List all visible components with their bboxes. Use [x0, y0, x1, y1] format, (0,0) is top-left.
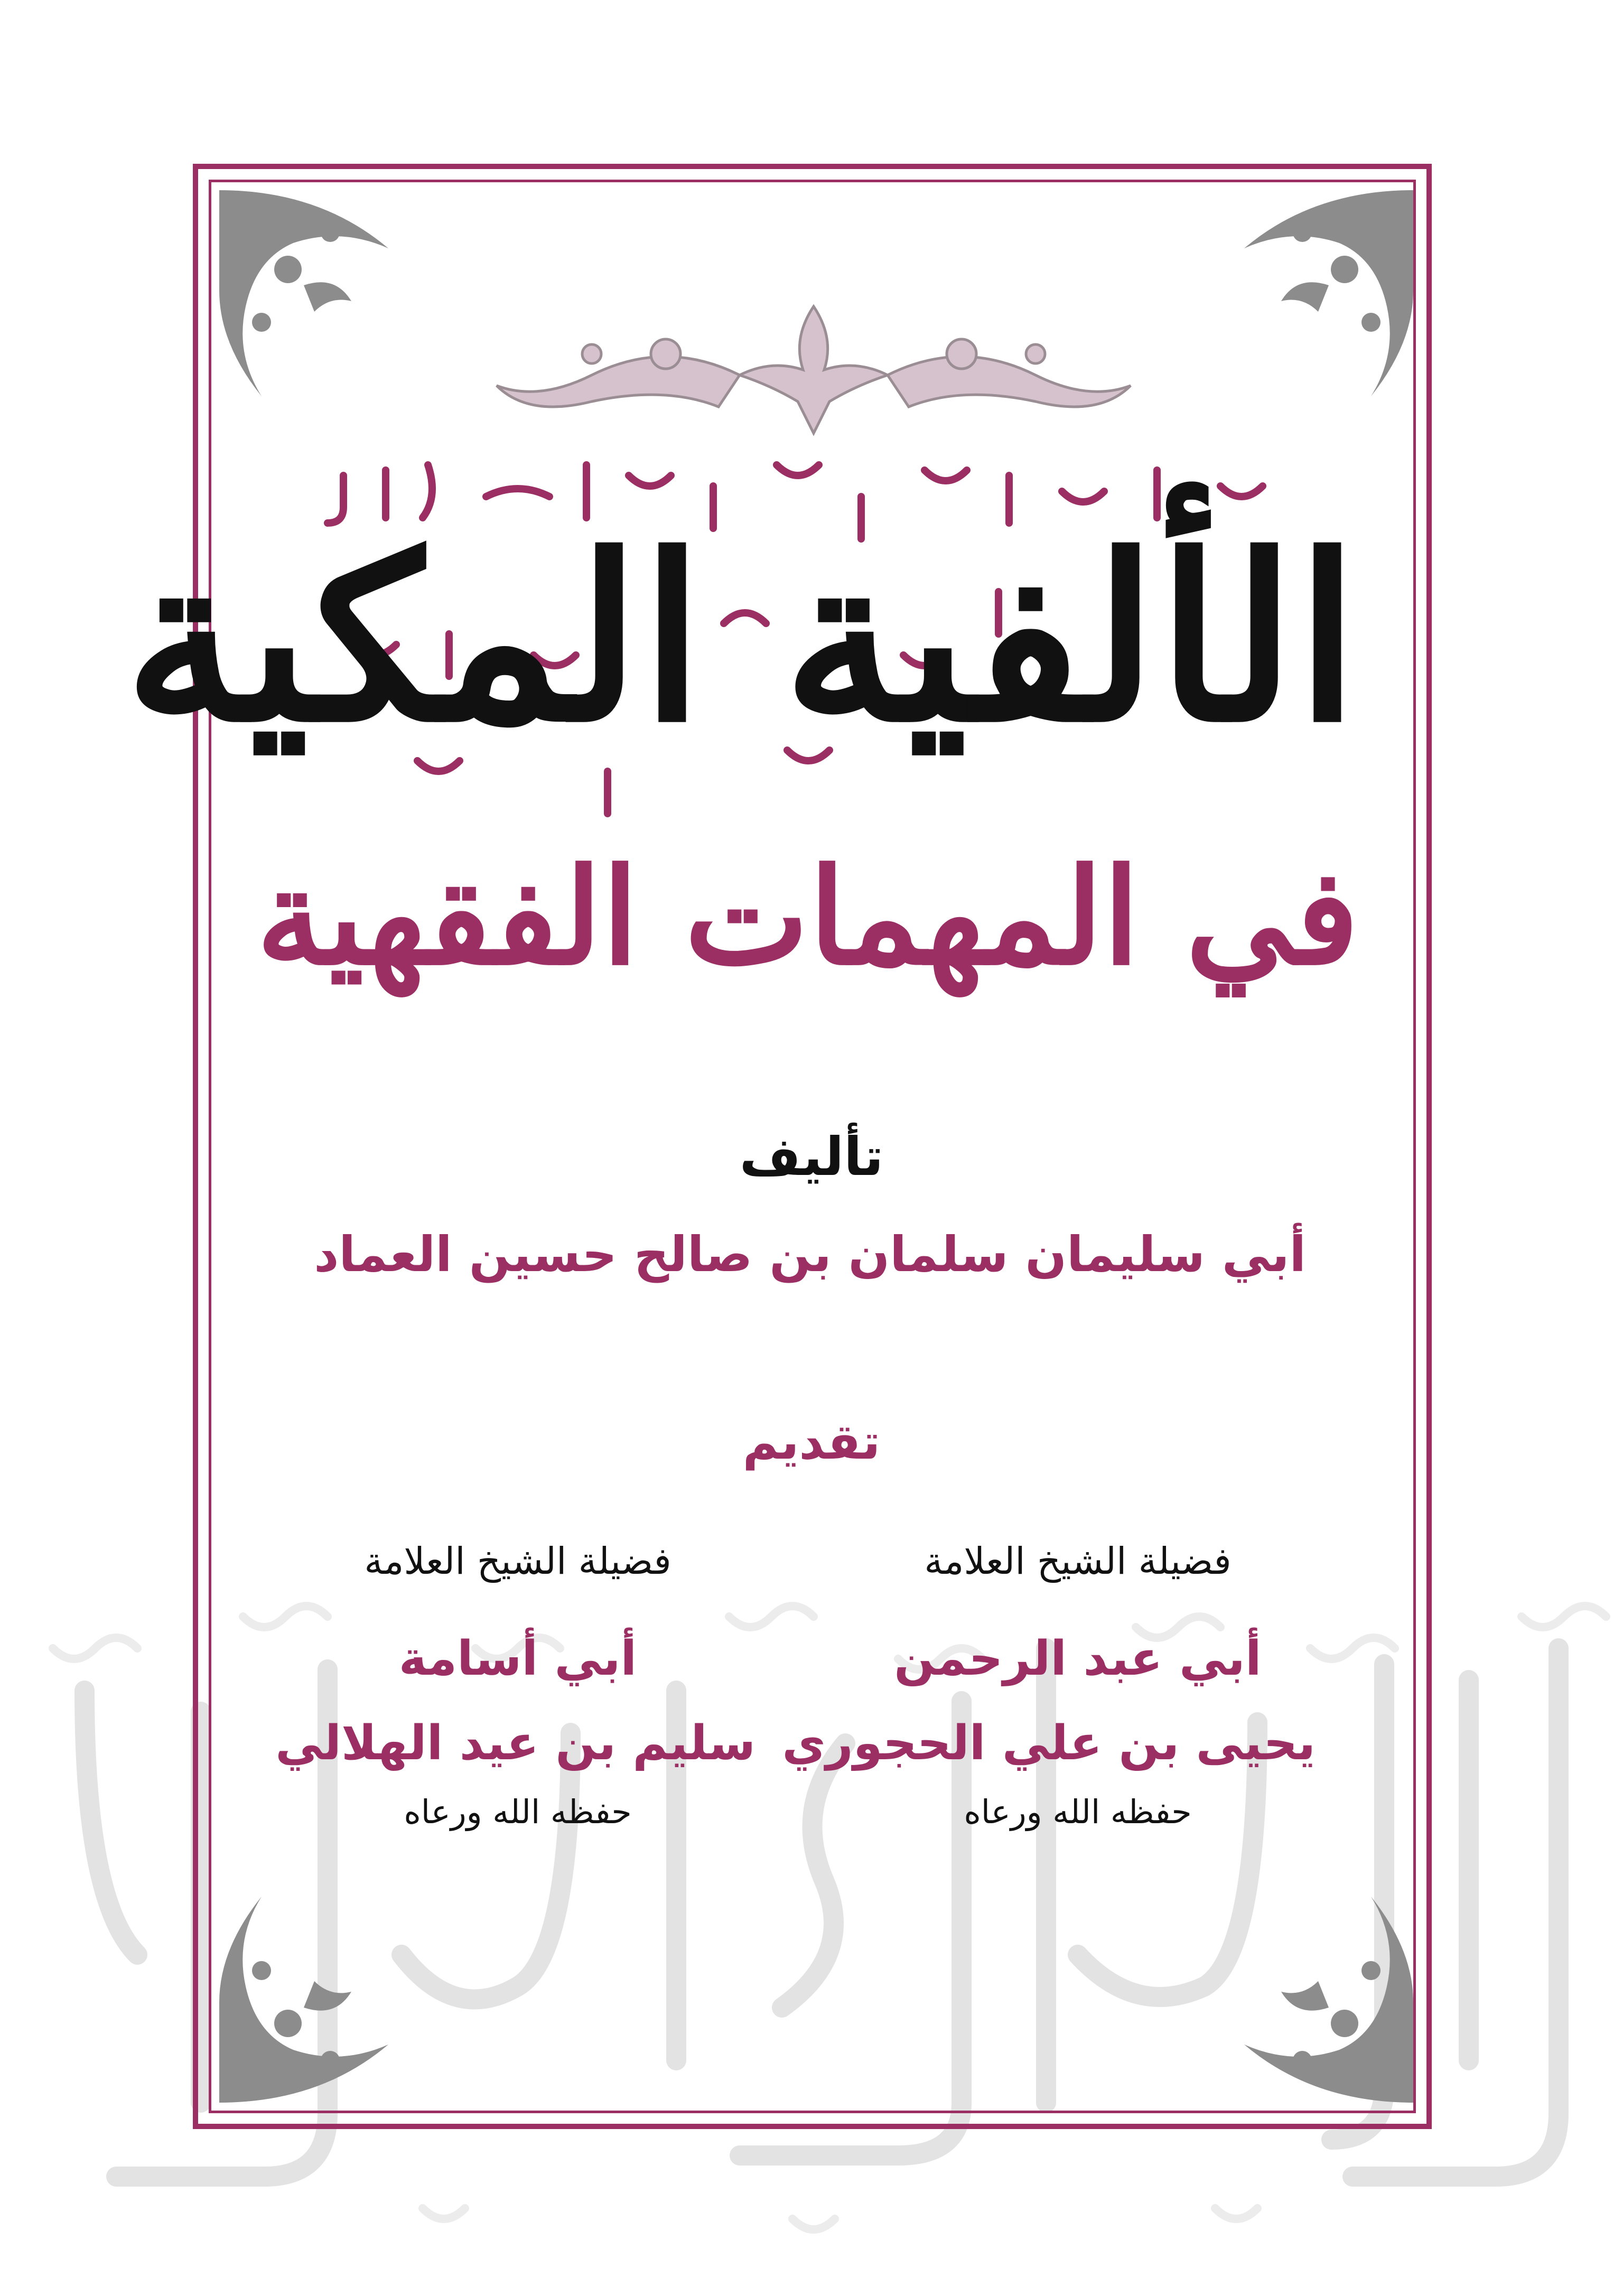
introduction-label: تقديم	[742, 1414, 881, 1470]
presenter-title: فضيلة الشيخ العلامة	[364, 1539, 671, 1583]
presenter-prayer: حفظه الله ورعاه	[964, 1793, 1192, 1831]
presenter-name-line1: أبي عبد الرحمن	[894, 1631, 1262, 1686]
top-ornament-icon	[486, 296, 1141, 438]
book-title: الألفية المكية	[124, 506, 1359, 772]
presenter-2	[275, 1537, 755, 1854]
presenter-prayer: حفظه الله ورعاه	[404, 1793, 632, 1831]
author-name: أبي سليمان سلمان بن صالح حسين العماد	[314, 1226, 1306, 1283]
presenter-title: فضيلة الشيخ العلامة	[924, 1539, 1232, 1583]
presenter-name-line1: أبي أسامة	[398, 1631, 637, 1686]
presenter-name-line2: يحيى بن علي الحجوري	[782, 1715, 1316, 1771]
corner-ornament-icon	[214, 1886, 436, 2108]
presenter-name-line2: سليم بن عيد الهلالي	[275, 1715, 755, 1771]
corner-ornament-icon	[1197, 185, 1419, 407]
corner-ornament-icon	[214, 185, 436, 407]
authored-label: تأليف	[739, 1126, 884, 1188]
corner-ornament-icon	[1197, 1886, 1419, 2108]
presenter-1	[782, 1537, 1316, 1854]
book-subtitle: في المهمات الفقهية	[256, 839, 1359, 994]
